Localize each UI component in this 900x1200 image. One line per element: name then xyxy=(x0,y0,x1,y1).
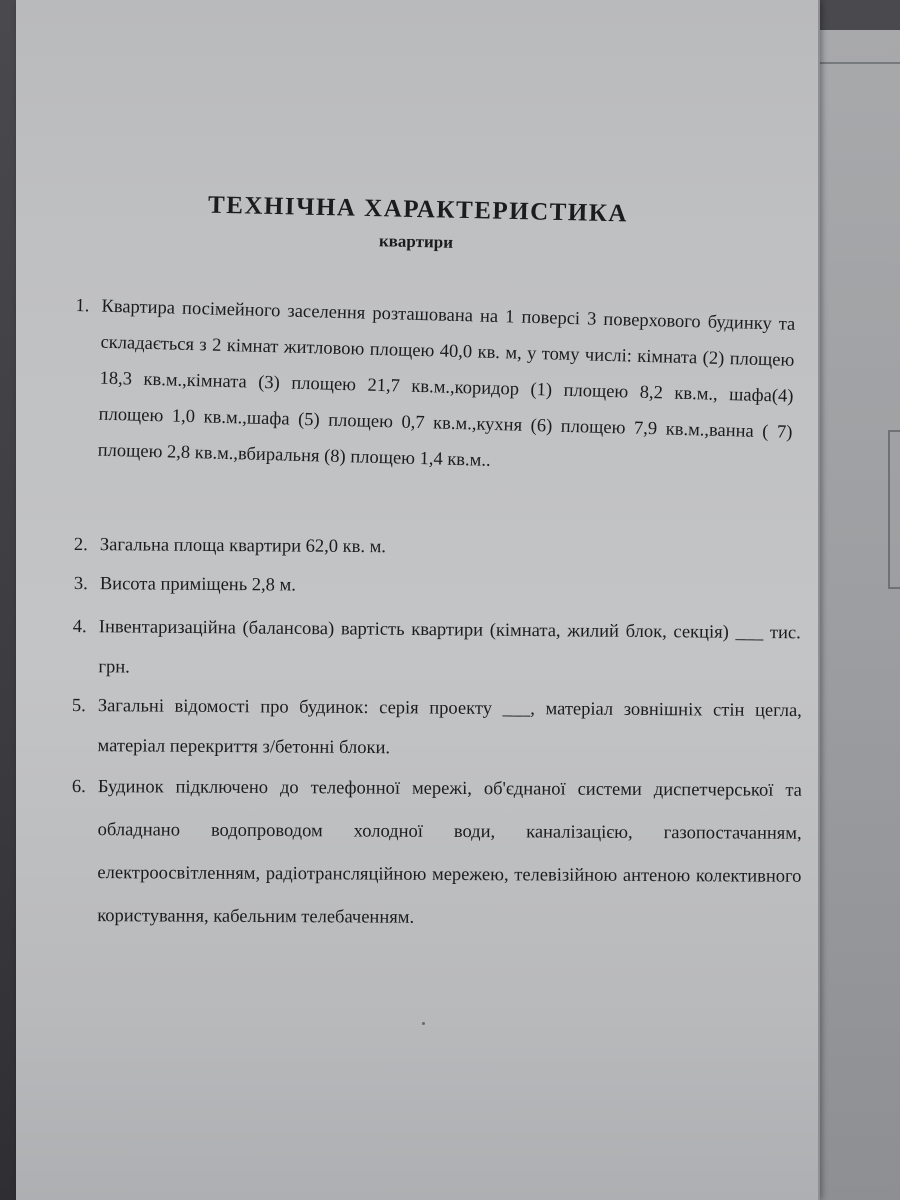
list-item-text: Інвентаризаційна (балансова) вартість квартири (кімната, жилий блок, секція) ___ тис. грн. xyxy=(98,617,801,678)
list-item-number: 4. xyxy=(72,616,87,638)
list-item-6 xyxy=(71,766,802,942)
list-item-text: Загальна площа квартири 62,0 кв. м. xyxy=(99,535,387,558)
document-page xyxy=(16,0,820,1200)
document-subtitle: квартири xyxy=(378,231,454,252)
list-item-1 xyxy=(71,288,795,487)
adjacent-page-edge xyxy=(812,30,900,1200)
document-title: ТЕХНІЧНА ХАРАКТЕРИСТИКА xyxy=(207,191,629,228)
list-item-text: Загальні відомості про будинок: серія проекту ___, матеріал зовнішніх стін цегла, матеріал перекриття з/бетонні блоки. xyxy=(97,696,802,759)
list-item-text: Квартира посімейного заселення розташована на 1 поверсі 3 поверхового будинку та складається з 2 кімнат житловою площею 40,0 кв. м, у тому числі: кімната (2) площею 18,3 кв.м.,кімната (3) площею 21,7 кв.м.,коридор (1) площею 8,2 кв.м., шафа(4) площею 1,0 кв.м.,шафа (5) площею 0,7 кв.м.,кухня (6) площею 7,9 кв.м.,ванна ( 7) площею 2,8 кв.м.,вбиральня (8) площею 1,4 кв.м.. xyxy=(97,296,796,471)
list-item-2 xyxy=(74,527,794,568)
list-item-4 xyxy=(72,607,801,693)
list-item-text: Будинок підключено до телефонної мережі, об'єднаної системи диспетчерської та обладнано водопроводом холодної води, каналізацією, газопостачанням, електроосвітленням, радіотрансляційною мережею, телевізійною антеною колективного користування, кабельним телебаченням. xyxy=(97,777,802,928)
page-content xyxy=(16,0,820,1200)
adjacent-page-rule xyxy=(812,62,900,64)
list-item-number: 5. xyxy=(71,695,86,717)
list-item-3 xyxy=(74,566,794,607)
list-item-number: 2. xyxy=(73,534,88,556)
list-item-number: 3. xyxy=(73,573,88,595)
list-item-number: 6. xyxy=(71,776,86,798)
adjacent-page-frame xyxy=(888,430,900,589)
list-item-text: Висота приміщень 2,8 м. xyxy=(99,574,296,596)
paper-speck xyxy=(422,1022,425,1025)
list-item-number: 1. xyxy=(75,295,90,317)
list-item-5 xyxy=(71,686,802,771)
